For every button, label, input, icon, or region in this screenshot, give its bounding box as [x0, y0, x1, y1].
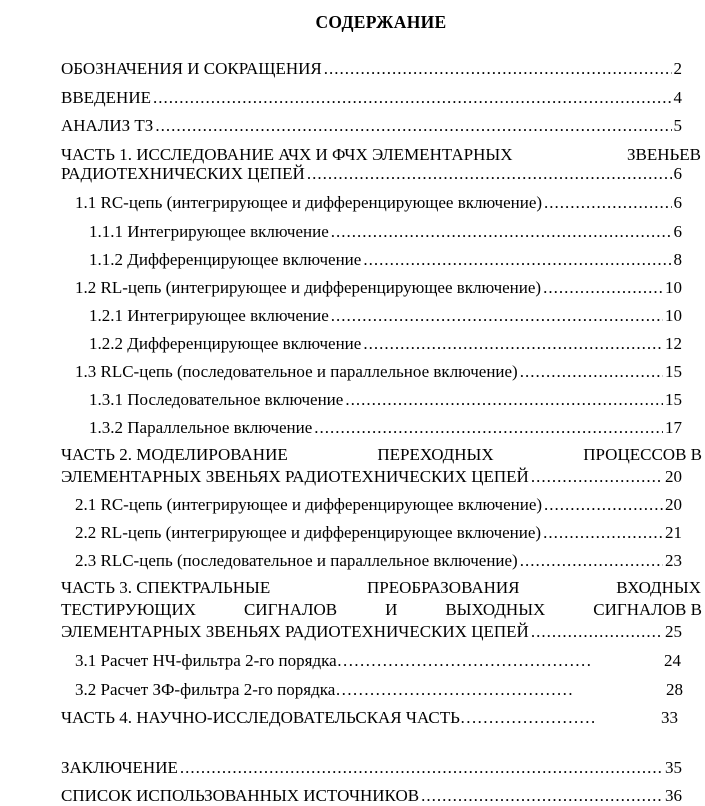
toc-page-number: 17	[665, 418, 682, 437]
toc-entry-part4[interactable]	[61, 708, 678, 728]
toc-entry-text: ОБОЗНАЧЕНИЯ И СОКРАЩЕНИЯ	[61, 59, 322, 78]
toc-leader-dots	[307, 164, 672, 184]
toc-entry-text: СИГНАЛОВ	[243, 600, 338, 619]
toc-leader-dots	[544, 495, 663, 515]
toc-leader-dots	[531, 622, 663, 642]
toc-entry-text: 1.1 RC-цепь (интегрирующее и дифференцирующее включение)	[75, 193, 543, 212]
toc-leader-dots	[314, 418, 663, 438]
toc-entry-part1-line2[interactable]	[61, 164, 682, 184]
toc-page-number: 5	[673, 116, 682, 135]
toc-page-number: 8	[673, 250, 682, 269]
toc-entry-text: ВЫХОДНЫХ	[445, 600, 546, 619]
toc-leader-dots	[520, 362, 663, 382]
toc-entry-text: ЭЛЕМЕНТАРНЫХ ЗВЕНЬЯХ РАДИОТЕХНИЧЕСКИХ ЦЕПЕЙ	[61, 467, 529, 486]
toc-entry-1-1-2[interactable]	[89, 250, 682, 270]
toc-leader-dots	[543, 523, 663, 543]
toc-entry-text: ТЕСТИРУЮЩИХ	[61, 600, 197, 619]
toc-page-number: 10	[665, 306, 682, 325]
toc-entry-text: 1.2.1 Интегрирующее включение	[89, 306, 329, 325]
toc-leader-dots	[331, 222, 672, 242]
toc-entry-part3-line2[interactable]	[61, 600, 702, 620]
toc-entry-text: ЧАСТЬ 4. НАУЧНО-ИССЛЕДОВАТЕЛЬСКАЯ ЧАСТЬ……………………	[61, 708, 596, 727]
toc-leader-dots	[363, 334, 663, 354]
toc-page-number: 15	[665, 390, 682, 409]
toc-leader-dots	[543, 278, 663, 298]
toc-leader-dots	[345, 390, 663, 410]
toc-entry-3-2[interactable]	[75, 680, 683, 700]
toc-entry-introduction[interactable]	[61, 88, 682, 108]
toc-entry-text: РАДИОТЕХНИЧЕСКИХ ЦЕПЕЙ	[61, 164, 305, 183]
toc-entry-text: СИГНАЛОВ В	[593, 600, 702, 619]
toc-entry-text: ЧАСТЬ 3. СПЕКТРАЛЬНЫЕ	[61, 578, 271, 597]
toc-page-number: 6	[673, 193, 682, 212]
toc-entry-text: 1.2 RL-цепь (интегрирующее и дифференцирующее включение)	[75, 278, 542, 297]
toc-entry-text: 1.1.2 Дифференцирующее включение	[89, 250, 362, 269]
toc-entry-text: 2.3 RLC-цепь (последовательное и параллельное включение)	[75, 551, 518, 570]
toc-leader-dots	[180, 758, 663, 778]
toc-entry-1-3-2[interactable]	[89, 418, 682, 438]
toc-entry-1-3-1[interactable]	[89, 390, 682, 410]
toc-leader-dots	[520, 551, 663, 571]
toc-leader-dots	[331, 306, 663, 326]
toc-entry-line	[61, 578, 701, 598]
toc-entry-text: 1.3 RLC-цепь (последовательное и параллельное включение)	[75, 362, 518, 381]
toc-entry-text: 1.2.2 Дифференцирующее включение	[89, 334, 362, 353]
toc-entry-part3[interactable]	[61, 578, 701, 598]
toc-leader-dots	[155, 116, 671, 136]
toc-entry-text: 1.1.1 Интегрирующее включение	[89, 222, 329, 241]
toc-entry-tz-analysis[interactable]	[61, 116, 682, 136]
toc-entry-1-1[interactable]	[75, 193, 682, 213]
toc-page-number: 12	[665, 334, 682, 353]
toc-entry-text: 1.3.2 Параллельное включение	[89, 418, 313, 437]
toc-page-number: 35	[665, 758, 682, 777]
toc-entry-text: АНАЛИЗ ТЗ	[61, 116, 154, 135]
toc-entry-text: ЭЛЕМЕНТАРНЫХ ЗВЕНЬЯХ РАДИОТЕХНИЧЕСКИХ ЦЕПЕЙ	[61, 622, 529, 641]
toc-page-number: 33	[661, 708, 678, 727]
toc-page-number: 25	[665, 622, 682, 641]
toc-entry-1-2[interactable]	[75, 278, 682, 298]
toc-leader-dots	[531, 467, 663, 487]
toc-entry-text: 2.2 RL-цепь (интегрирующее и дифференцирующее включение)	[75, 523, 542, 542]
toc-entry-text: 2.1 RC-цепь (интегрирующее и дифференцирующее включение)	[75, 495, 543, 514]
toc-entry-references[interactable]	[61, 786, 682, 806]
toc-entry-1-3[interactable]	[75, 362, 682, 382]
toc-entry-2-2[interactable]	[75, 523, 682, 543]
toc-entry-text: ЧАСТЬ 1. ИССЛЕДОВАНИЕ АЧХ И ФЧХ ЭЛЕМЕНТАРНЫХ	[61, 145, 513, 164]
toc-entry-line	[61, 600, 702, 620]
toc-page-number: 10	[665, 278, 682, 297]
toc-entry-1-1-1[interactable]	[89, 222, 682, 242]
toc-entry-text: ЧАСТЬ 2. МОДЕЛИРОВАНИЕ	[61, 445, 288, 464]
toc-entry-1-2-1[interactable]	[89, 306, 682, 326]
toc-entry-text: ПЕРЕХОДНЫХ	[377, 445, 494, 464]
page-title: СОДЕРЖАНИЕ	[315, 12, 447, 32]
toc-page-number: 20	[665, 467, 682, 486]
toc-leader-dots	[153, 88, 672, 108]
toc-entry-text: ВХОДНЫХ	[616, 578, 701, 597]
toc-entry-text: И	[385, 600, 398, 619]
toc-entry-text: ПРОЦЕССОВ В	[583, 445, 702, 464]
toc-entry-text: СПИСОК ИСПОЛЬЗОВАННЫХ ИСТОЧНИКОВ	[61, 786, 420, 805]
toc-entry-line	[61, 145, 701, 165]
toc-entry-abbreviations[interactable]	[61, 59, 682, 79]
toc-entry-2-1[interactable]	[75, 495, 682, 515]
toc-page-number: 36	[665, 786, 682, 805]
toc-entry-text: ЗАКЛЮЧЕНИЕ	[61, 758, 178, 777]
toc-leader-dots	[544, 193, 671, 213]
toc-page-number: 2	[673, 59, 682, 78]
toc-entry-2-3[interactable]	[75, 551, 682, 571]
toc-entry-part2-line2[interactable]	[61, 467, 682, 487]
toc-page-number: 23	[665, 551, 682, 570]
toc-leader-dots	[421, 786, 663, 806]
toc-page-number: 20	[665, 495, 682, 514]
toc-page-number: 15	[665, 362, 682, 381]
toc-page-number: 24	[664, 651, 681, 670]
toc-entry-text: ПРЕОБРАЗОВАНИЯ	[367, 578, 520, 597]
toc-entry-conclusion[interactable]	[61, 758, 682, 778]
toc-entry-part2[interactable]	[61, 445, 702, 465]
toc-leader-dots	[363, 250, 671, 270]
toc-page-number: 6	[673, 164, 682, 183]
toc-entry-text: ВВЕДЕНИЕ	[61, 88, 151, 107]
toc-entry-1-2-2[interactable]	[89, 334, 682, 354]
toc-page-number: 6	[673, 222, 682, 241]
toc-page-number: 21	[665, 523, 682, 542]
toc-entry-line	[61, 445, 702, 465]
toc-entry-text: 3.2 Расчет ЗФ-фильтра 2-го порядка……………………………………	[75, 680, 574, 699]
toc-page-number: 4	[673, 88, 682, 107]
toc-entry-text: 3.1 Расчет НЧ-фильтра 2-го порядка………………………………………	[75, 651, 592, 670]
toc-page-number: 28	[666, 680, 683, 699]
toc-leader-dots	[324, 59, 672, 79]
toc-entry-text: 1.3.1 Последовательное включение	[89, 390, 344, 409]
toc-entry-3-1[interactable]	[75, 651, 681, 671]
toc-entry-text: ЗВЕНЬЕВ	[626, 145, 701, 164]
toc-entry-part3-line3[interactable]	[61, 622, 682, 642]
toc-entry-part1[interactable]	[61, 145, 701, 165]
